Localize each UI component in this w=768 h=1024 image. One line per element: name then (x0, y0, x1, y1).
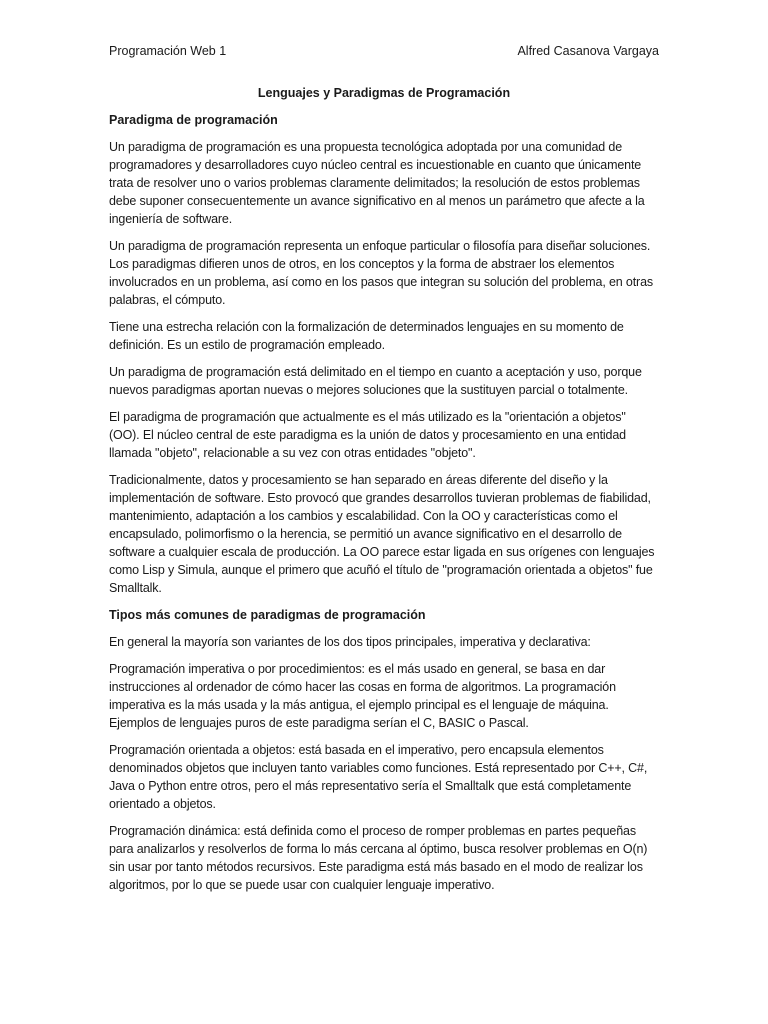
section-heading: Tipos más comunes de paradigmas de programación (109, 608, 426, 622)
page-header (109, 42, 659, 60)
header-author: Alfred Casanova Vargaya (517, 44, 659, 58)
document-page (109, 42, 659, 903)
paragraph: Programación orientada a objetos: está basada en el imperativo, pero encapsula elementos denominados objetos que incluyen tanto variables como funciones. Está representado por C++, C#, Java o Python entre otros, pero el más representativo sería el Smalltalk que está completamente orientado a objetos. (109, 743, 648, 811)
section-heading: Paradigma de programación (109, 113, 278, 127)
paragraph: El paradigma de programación que actualmente es el más utilizado es la "orientación a objetos" (OO). El núcleo central de este paradigma es la unión de datos y procesamiento en una entidad llamada "objeto", relacionable a su vez con otras entidades "objeto". (109, 410, 626, 460)
paragraph: Un paradigma de programación representa un enfoque particular o filosofía para diseñar soluciones. Los paradigmas difieren unos de otros, en los conceptos y la forma de abstraer los elementos involucrados en un problema, así como en los pasos que integran su solución del problema, en otras palabras, el cómputo. (109, 239, 653, 307)
paragraph: Tiene una estrecha relación con la formalización de determinados lenguajes en su momento de definición. Es un estilo de programación empleado. (109, 320, 624, 352)
paragraph: En general la mayoría son variantes de los dos tipos principales, imperativa y declarativa: (109, 635, 591, 649)
paragraph: Programación dinámica: está definida como el proceso de romper problemas en partes pequeñas para analizarlos y resolverlos de forma lo más cercana al óptimo, busca resolver problemas en O(n) sin usar por tanto métodos recursivos. Este paradigma está más basado en el modo de realizar los algoritmos, por lo que se puede usar con cualquier lenguaje imperativo. (109, 824, 648, 892)
paragraph: Programación imperativa o por procedimientos: es el más usado en general, se basa en dar instrucciones al ordenador de cómo hacer las cosas en forma de algoritmos. La programación imperativa es la más usada y la más antigua, el ejemplo principal es el lenguaje de máquina. Ejemplos de lenguajes puros de este paradigma serían el C, BASIC o Pascal. (109, 662, 616, 730)
paragraph: Tradicionalmente, datos y procesamiento se han separado en áreas diferente del diseño y la implementación de software. Esto provocó que grandes desarrollos tuvieran problemas de fiabilidad, mantenimiento, adaptación a los cambios y escalabilidad. Con la OO y características como el encapsulado, polimorfismo o la herencia, se permitió un avance significativo en el desarrollo de software a cualquier escala de producción. La OO parece estar ligada en sus orígenes con lenguajes como Lisp y Simula, aunque el primero que acuñó el título de "programación orientada a objetos" fue Smalltalk. (109, 473, 655, 595)
document-title: Lenguajes y Paradigmas de Programación (257, 86, 511, 100)
paragraph: Un paradigma de programación está delimitado en el tiempo en cuanto a aceptación y uso, porque nuevos paradigmas aportan nuevas o mejores soluciones que la sustituyen parcial o totalmente. (109, 365, 642, 397)
header-course: Programación Web 1 (109, 44, 227, 58)
paragraph: Un paradigma de programación es una propuesta tecnológica adoptada por una comunidad de programadores y desarrolladores cuyo núcleo central es incuestionable en cuanto que únicamente trata de resolver uno o varios problemas claramente delimitados; la resolución de estos problemas debe suponer consecuentemente un avance significativo en al menos un parámetro que afecte a la ingeniería de software. (109, 140, 645, 226)
